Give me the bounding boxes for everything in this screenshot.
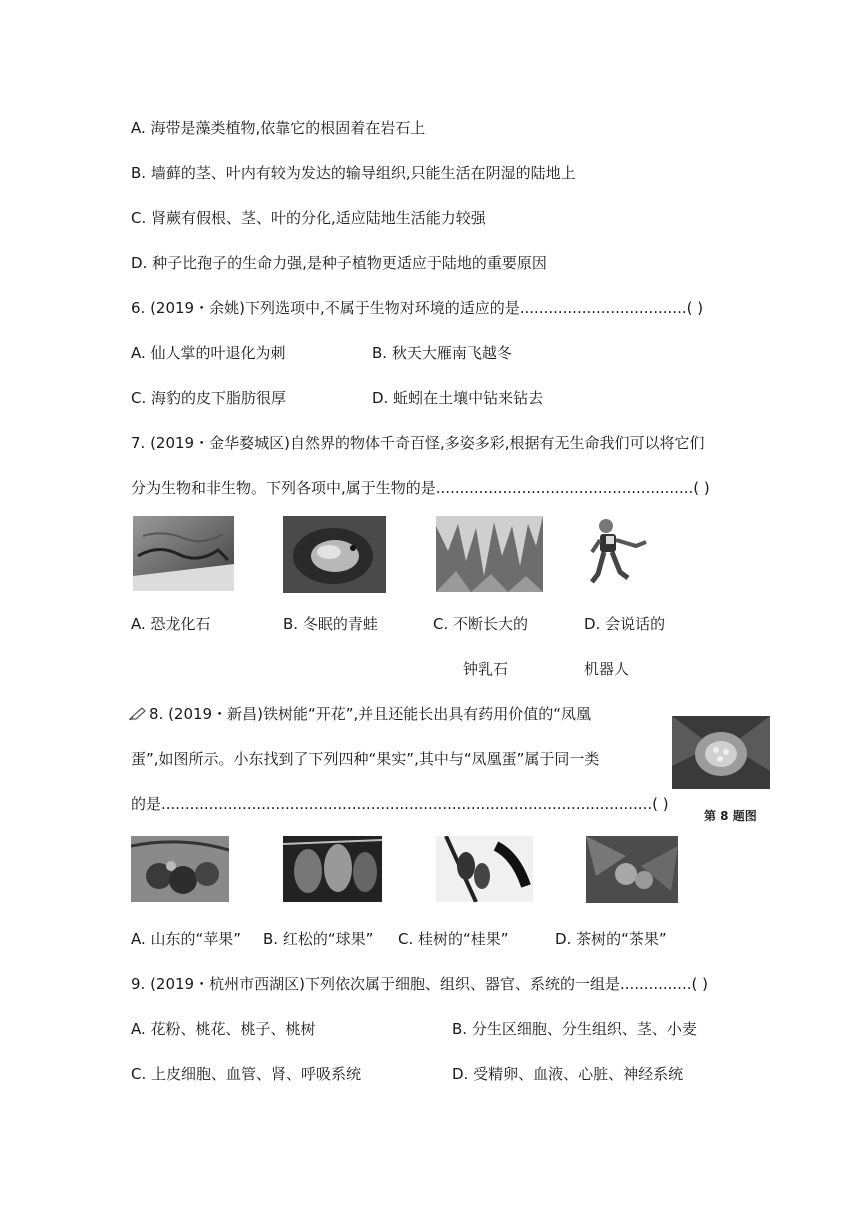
q7-stem-line1: 7. (2019・金华婺城区)自然界的物体千奇百怪,多姿多彩,根据有无生命我们可以将它们 bbox=[131, 434, 705, 452]
q5-option-c: C. 肾蕨有假根、茎、叶的分化,适应陆地生活能力较强 bbox=[131, 209, 486, 227]
q7-option-d-line1: D. 会说话的 bbox=[584, 615, 666, 633]
robot-photo bbox=[586, 516, 656, 591]
q8-option-b: B. 红松的“球果” bbox=[263, 930, 374, 948]
q7-option-d-line2: 机器人 bbox=[584, 660, 630, 678]
tea-fruit-photo bbox=[586, 836, 678, 903]
q6-option-d: D. 蚯蚓在土壤中钻来钻去 bbox=[372, 389, 544, 407]
q8-option-c: C. 桂树的“桂果” bbox=[398, 930, 509, 948]
osmanthus-fruit-photo bbox=[436, 836, 533, 902]
q5-option-b: B. 墙藓的茎、叶内有较为发达的输导组织,只能生活在阴湿的陆地上 bbox=[131, 164, 576, 182]
q8-stem-line3: 的是.......................................................................................................( ) bbox=[131, 795, 669, 813]
q7-option-c-line1: C. 不断长大的 bbox=[433, 615, 529, 633]
q6-stem: 6. (2019・余姚)下列选项中,不属于生物对环境的适应的是...................................( ) bbox=[131, 299, 704, 317]
q5-option-a: A. 海带是藻类植物,依靠它的根固着在岩石上 bbox=[131, 119, 426, 137]
q6-option-b: B. 秋天大雁南飞越冬 bbox=[372, 344, 512, 362]
q8-stem-line1 bbox=[129, 704, 591, 726]
q8-option-d: D. 茶树的“茶果” bbox=[555, 930, 667, 948]
q7-stem-line2: 分为生物和非生物。下列各项中,属于生物的是......................................................( ) bbox=[131, 479, 710, 497]
q9-option-a: A. 花粉、桃花、桃子、桃树 bbox=[131, 1020, 316, 1038]
q9-option-d: D. 受精卵、血液、心脏、神经系统 bbox=[452, 1065, 684, 1083]
dinosaur-fossil-photo bbox=[133, 516, 234, 591]
q5-option-d: D. 种子比孢子的生命力强,是种子植物更适应于陆地的重要原因 bbox=[131, 254, 547, 272]
q8-option-a: A. 山东的“苹果” bbox=[131, 930, 242, 948]
frog-photo bbox=[283, 516, 386, 593]
pencil-icon bbox=[129, 706, 147, 726]
pine-cone-photo bbox=[283, 836, 382, 902]
stalactite-photo bbox=[436, 516, 543, 592]
q6-option-c: C. 海豹的皮下脂肪很厚 bbox=[131, 389, 287, 407]
q7-option-c-line2: 钟乳石 bbox=[463, 660, 509, 678]
q9-stem: 9. (2019・杭州市西湖区)下列依次属于细胞、组织、器官、系统的一组是...............( ) bbox=[131, 975, 708, 993]
q8-figure-caption: 第 8 题图 bbox=[704, 809, 757, 823]
q7-option-b: B. 冬眠的青蛙 bbox=[283, 615, 378, 633]
q9-option-c: C. 上皮细胞、血管、肾、呼吸系统 bbox=[131, 1065, 362, 1083]
q8-stem-line1-text: 8. (2019・新昌)铁树能“开花”,并且还能长出具有药用价值的“凤凰 bbox=[149, 705, 592, 723]
q9-option-b: B. 分生区细胞、分生组织、茎、小麦 bbox=[452, 1020, 697, 1038]
q6-option-a: A. 仙人掌的叶退化为刺 bbox=[131, 344, 286, 362]
q7-option-a: A. 恐龙化石 bbox=[131, 615, 211, 633]
q8-stem-line2: 蛋”,如图所示。小东找到了下列四种“果实”,其中与“凤凰蛋”属于同一类 bbox=[131, 750, 600, 768]
cycad-cone-photo bbox=[672, 716, 770, 789]
apple-photo bbox=[131, 836, 229, 902]
